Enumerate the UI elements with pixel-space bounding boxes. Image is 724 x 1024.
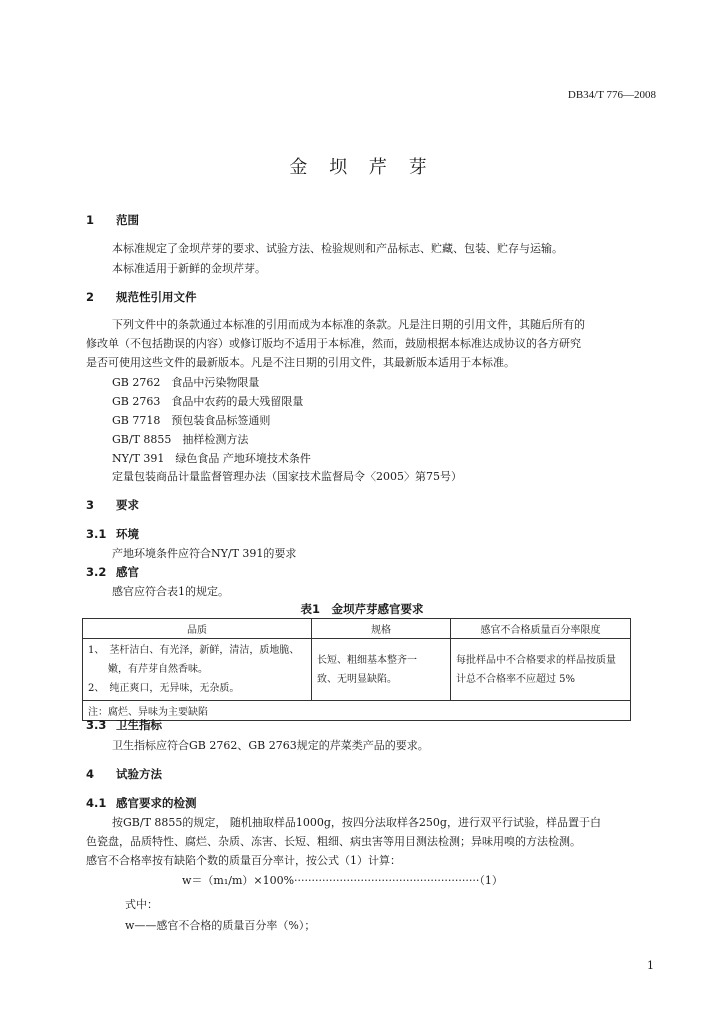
subsection-heading (86, 564, 139, 580)
subsection-heading (86, 717, 162, 733)
section-title: 规范性引用文件 (116, 290, 197, 304)
reference-item: 定量包装商品计量监督管理办法（国家技术监督局令〈2005〉第75号） (112, 470, 462, 483)
quality-cell (83, 639, 312, 701)
reference-item: NY/T 391 绿色食品 产地环境技术条件 (112, 452, 311, 465)
section-4-heading (86, 766, 162, 782)
cell-line: 致、无明显缺陷。 (317, 673, 397, 685)
section-number: 2 (86, 290, 95, 304)
table-header-cell: 品质 (83, 619, 312, 639)
paragraph: 感官应符合表1的规定。 (112, 585, 229, 598)
subsection-title: 卫生指标 (116, 718, 162, 732)
reference-item: GB/T 8855 抽样检测方法 (112, 433, 249, 446)
cell-line: 每批样品中不合格要求的样品按质量 (456, 654, 616, 666)
paragraph-line: 感官不合格率按有缺陷个数的质量百分率计，按公式（1）计算： (86, 854, 401, 867)
paragraph-line: 下列文件中的条款通过本标准的引用而成为本标准的条款。凡是注日期的引用文件，其随后所有的 (112, 318, 585, 331)
subsection-heading (86, 795, 197, 811)
table-note-row (83, 701, 631, 721)
paragraph-line: 色瓷盘，品质特性、腐烂、杂质、冻害、长短、粗细、病虫害等用目测法检测；异味用嗅的方法检测。 (86, 835, 581, 848)
subsection-title: 感官要求的检测 (116, 796, 197, 810)
sensory-requirements-table (82, 618, 631, 721)
document-title: 金 坝 芹 芽 (289, 157, 435, 178)
cell-line: 2、 纯正爽口，无异味，无杂质。 (88, 683, 240, 694)
formula: w＝（m₁/m）×100%·····················································（1） (182, 874, 503, 887)
cell-line: 1、 茎杆洁白、有光泽，新鲜，清洁，质地脆、 (88, 645, 300, 656)
cell-line: 长短、粗细基本整齐一 (317, 654, 417, 666)
section-number: 1 (86, 213, 95, 227)
cell-line: 嫩，有芹芽自然香味。 (88, 664, 208, 675)
table-note: 注：腐烂、异味为主要缺陷 (83, 701, 631, 721)
table-row (83, 639, 631, 701)
where-label: 式中： (125, 898, 158, 911)
variable-definition: w——感官不合格的质量百分率（%）； (125, 919, 316, 932)
section-2-heading (86, 289, 197, 305)
section-title: 试验方法 (116, 767, 162, 781)
paragraph-line: 是否可使用这些文件的最新版本。凡是不注日期的引用文件，其最新版本适用于本标准。 (86, 356, 515, 369)
subsection-number: 3.3 (86, 718, 107, 732)
cell-line: 计总不合格率不应超过 5% (456, 673, 576, 685)
paragraph-line: 修改单（不包括勘误的内容）或修订版均不适用于本标准，然而，鼓励根据本标准达成协议的各方研究 (86, 337, 581, 350)
subsection-number: 3.1 (86, 527, 107, 541)
page-number: 1 (647, 959, 654, 972)
limit-cell (451, 639, 631, 701)
paragraph-line: 按GB/T 8855的规定， 随机抽取样品1000g，按四分法取样各250g，进行双平行试验，样品置于白 (112, 816, 601, 829)
paragraph: 产地环境条件应符合NY/T 391的要求 (112, 547, 297, 560)
table-header-row (83, 619, 631, 639)
reference-item: GB 2762 食品中污染物限量 (112, 376, 260, 389)
reference-item: GB 7718 预包装食品标签通则 (112, 414, 271, 427)
table-header-cell: 规格 (312, 619, 451, 639)
spec-cell (312, 639, 451, 701)
subsection-heading (86, 526, 139, 542)
paragraph: 本标准适用于新鲜的金坝芹芽。 (112, 262, 266, 275)
reference-item: GB 2763 食品中农药的最大残留限量 (112, 395, 304, 408)
table-caption: 表1 金坝芹芽感官要求 (300, 602, 424, 616)
section-title: 范围 (116, 213, 139, 227)
section-number: 3 (86, 498, 95, 512)
paragraph: 卫生指标应符合GB 2762、GB 2763规定的芹菜类产品的要求。 (112, 739, 429, 752)
section-number: 4 (86, 767, 95, 781)
section-3-heading (86, 497, 139, 513)
standard-code: DB34/T 776—2008 (567, 89, 656, 101)
section-title: 要求 (116, 498, 139, 512)
subsection-title: 感官 (116, 565, 139, 579)
table-header-cell: 感官不合格质量百分率限度 (451, 619, 631, 639)
section-1-heading (86, 212, 139, 228)
subsection-title: 环境 (116, 527, 139, 541)
subsection-number: 4.1 (86, 796, 107, 810)
subsection-number: 3.2 (86, 565, 107, 579)
paragraph: 本标准规定了金坝芹芽的要求、试验方法、检验规则和产品标志、贮藏、包装、贮存与运输。 (112, 242, 563, 255)
